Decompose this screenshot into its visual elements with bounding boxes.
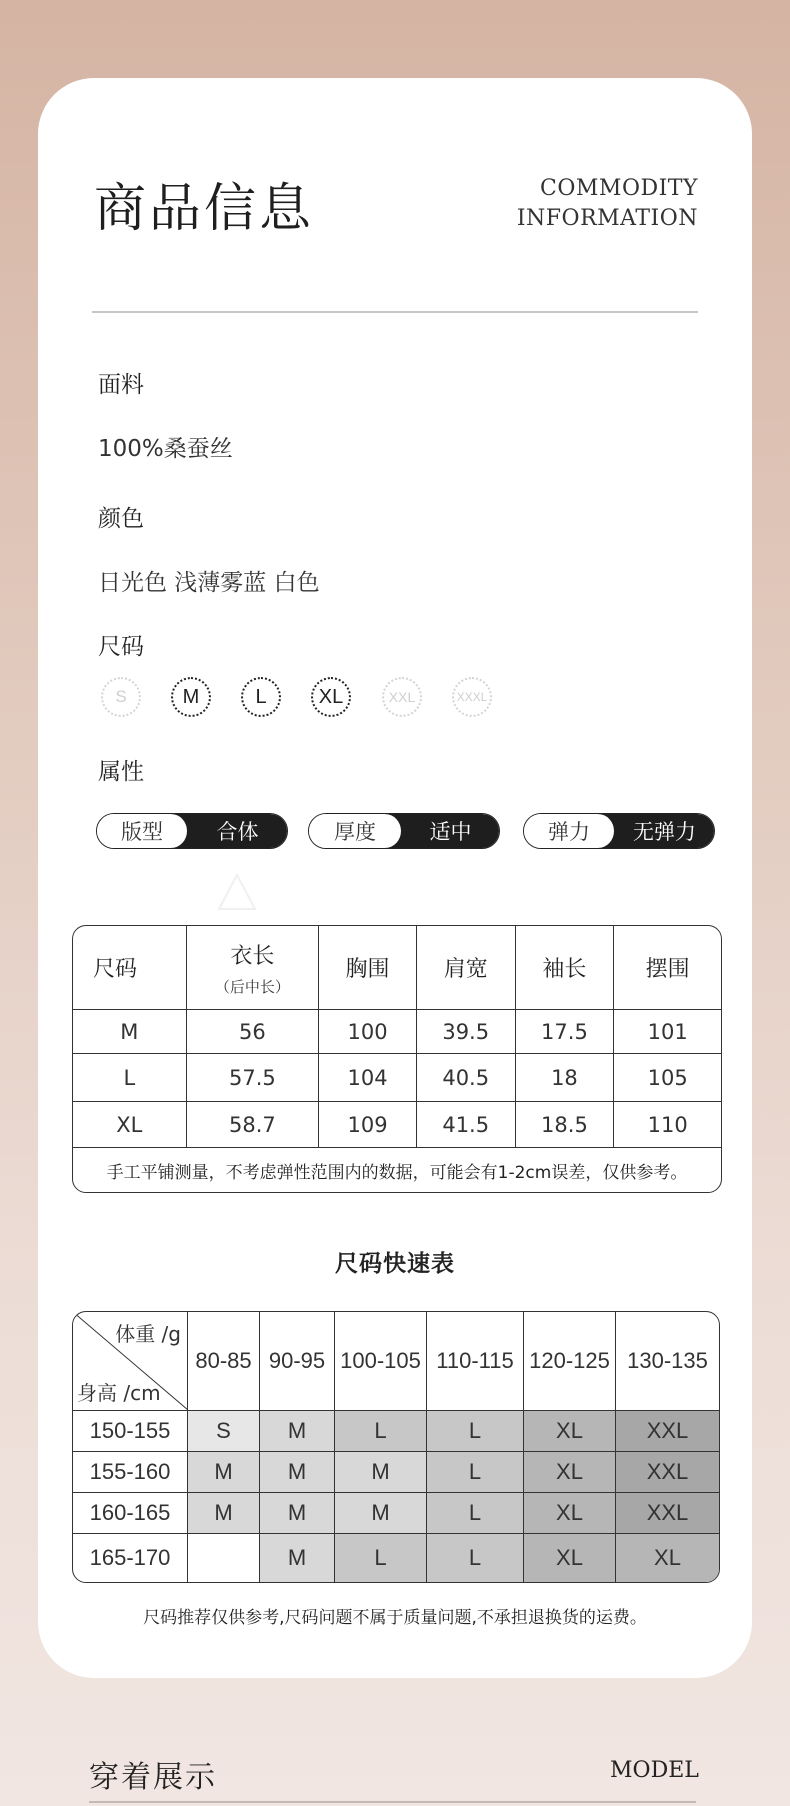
table-row: [73, 1054, 721, 1102]
size-cell: M: [335, 1493, 427, 1534]
header-length-sub: （后中长）: [214, 977, 290, 996]
model-section-title-en: MODEL: [610, 1758, 699, 1783]
quick-row: [73, 1493, 719, 1534]
height-cell: 160-165: [73, 1493, 188, 1534]
quick-row: [73, 1452, 719, 1493]
color-value: 日光色 浅薄雾蓝 白色: [98, 570, 320, 596]
header-size: 尺码: [73, 926, 187, 1010]
table-cell: 56: [187, 1010, 320, 1054]
size-option-m[interactable]: M: [171, 677, 211, 717]
table-cell: 110: [614, 1102, 721, 1148]
attribute-fit: [96, 813, 288, 849]
color-label: 颜色: [98, 506, 144, 532]
table-cell: 58.7: [187, 1102, 320, 1148]
measurement-table: [72, 925, 722, 1193]
size-cell: M: [188, 1452, 260, 1493]
size-option-xxxl: XXXL: [452, 677, 492, 717]
size-cell: XXL: [616, 1452, 719, 1493]
section-title: 商品信息: [94, 179, 315, 239]
quick-header-row: [73, 1312, 719, 1411]
table-cell: XL: [73, 1102, 187, 1148]
size-cell: XXL: [616, 1493, 719, 1534]
model-divider: [89, 1801, 696, 1803]
size-cell: L: [427, 1452, 524, 1493]
quick-table-title: 尺码快速表: [335, 1251, 455, 1277]
table-cell: 18.5: [516, 1102, 615, 1148]
table-cell: 18: [516, 1054, 615, 1102]
size-cell: [188, 1534, 260, 1582]
header-hem: 摆围: [614, 926, 721, 1010]
header-sleeve: 袖长: [516, 926, 615, 1010]
fabric-label: 面料: [98, 372, 144, 398]
quick-row: [73, 1534, 719, 1582]
table-cell: 104: [319, 1054, 417, 1102]
size-cell: M: [260, 1493, 335, 1534]
attribute-fit-value: 合体: [170, 814, 287, 848]
size-cell: XL: [616, 1534, 719, 1582]
height-cell: 165-170: [73, 1534, 188, 1582]
weight-label: 体重 /g: [115, 1322, 181, 1346]
size-cell: M: [260, 1534, 335, 1582]
table-cell: 100: [319, 1010, 417, 1054]
size-cell: S: [188, 1411, 260, 1452]
weight-header: 120-125: [524, 1312, 616, 1411]
size-cell: M: [260, 1452, 335, 1493]
size-cell: XL: [524, 1534, 616, 1582]
size-cell: XXL: [616, 1411, 719, 1452]
weight-header: 90-95: [260, 1312, 335, 1411]
size-label: 尺码: [98, 634, 144, 660]
table-cell: L: [73, 1054, 187, 1102]
size-cell: XL: [524, 1493, 616, 1534]
attribute-thickness: [308, 813, 500, 849]
table-cell: 17.5: [516, 1010, 615, 1054]
table-cell: 105: [614, 1054, 721, 1102]
table-row: [73, 1010, 721, 1054]
size-option-xl[interactable]: XL: [311, 677, 351, 717]
size-quick-table: [72, 1311, 720, 1583]
commodity-info-card: [38, 78, 752, 1678]
header-length: [187, 926, 320, 1010]
size-cell: M: [188, 1493, 260, 1534]
quick-row: [73, 1411, 719, 1452]
size-cell: L: [427, 1534, 524, 1582]
header-chest: 胸围: [319, 926, 417, 1010]
table-note-row: [73, 1148, 721, 1192]
measurement-note: 手工平铺测量，不考虑弹性范围内的数据，可能会有1-2cm误差，仅供参考。: [106, 1162, 688, 1183]
weight-header: 100-105: [335, 1312, 427, 1411]
size-disclaimer: 尺码推荐仅供参考,尺码问题不属于质量问题,不承担退换货的运费。: [143, 1608, 647, 1628]
size-cell: XL: [524, 1452, 616, 1493]
attribute-fit-key: 版型: [97, 814, 188, 848]
weight-header: 130-135: [616, 1312, 719, 1411]
table-cell: 101: [614, 1010, 721, 1054]
attribute-elasticity-value: 无弹力: [597, 814, 714, 848]
table-cell: 41.5: [417, 1102, 516, 1148]
title-en-line1: COMMODITY: [540, 176, 698, 201]
height-label: 身高 /cm: [77, 1381, 161, 1405]
diagonal-header-cell: [73, 1312, 188, 1411]
size-cell: L: [335, 1411, 427, 1452]
size-cell: L: [427, 1493, 524, 1534]
table-cell: 39.5: [417, 1010, 516, 1054]
size-option-s: S: [101, 677, 141, 717]
triangle-icon: [216, 872, 258, 912]
size-cell: XL: [524, 1411, 616, 1452]
attribute-thickness-value: 适中: [384, 814, 499, 848]
attribute-thickness-key: 厚度: [309, 814, 402, 848]
table-cell: 40.5: [417, 1054, 516, 1102]
header-shoulder: 肩宽: [417, 926, 516, 1010]
size-cell: M: [335, 1452, 427, 1493]
weight-header: 110-115: [427, 1312, 524, 1411]
height-cell: 150-155: [73, 1411, 188, 1452]
size-cell: L: [335, 1534, 427, 1582]
table-header-row: [73, 926, 721, 1010]
attribute-elasticity-key: 弹力: [524, 814, 615, 848]
table-row: [73, 1102, 721, 1148]
header-length-label: 衣长: [230, 943, 275, 969]
attributes-label: 属性: [98, 759, 144, 785]
model-section-title: 穿着展示: [89, 1760, 217, 1795]
size-option-l[interactable]: L: [241, 677, 281, 717]
table-cell: 109: [319, 1102, 417, 1148]
title-en-line2: INFORMATION: [516, 206, 698, 231]
fabric-value: 100%桑蚕丝: [98, 436, 233, 462]
size-cell: L: [427, 1411, 524, 1452]
size-cell: M: [260, 1411, 335, 1452]
header-divider: [92, 311, 698, 313]
section-title-en: [517, 174, 698, 234]
weight-header: 80-85: [188, 1312, 260, 1411]
attribute-elasticity: [523, 813, 715, 849]
height-cell: 155-160: [73, 1452, 188, 1493]
table-cell: 57.5: [187, 1054, 320, 1102]
size-option-xxl: XXL: [382, 677, 422, 717]
table-cell: M: [73, 1010, 187, 1054]
